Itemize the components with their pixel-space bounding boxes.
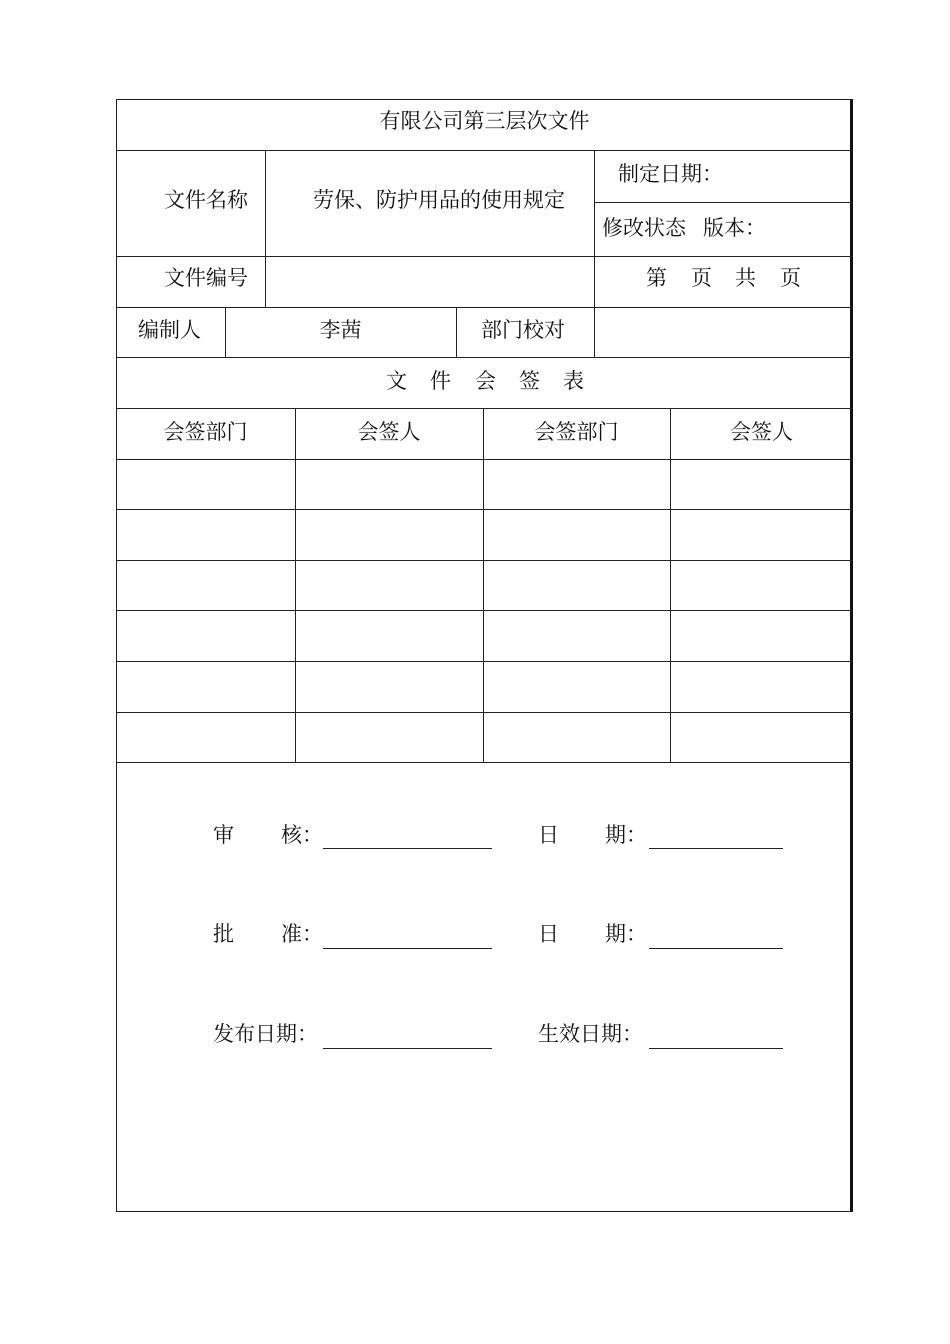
approve-label-a: 批	[213, 922, 234, 946]
row-divider-author	[116, 357, 853, 358]
approve-date-label-b: 期：	[605, 922, 647, 946]
version-label: 版本：	[703, 216, 766, 240]
file-name-label: 文件名称	[164, 188, 248, 212]
row-divider-signtitle	[116, 408, 853, 409]
page-gong: 共	[735, 266, 756, 290]
page-di: 第	[646, 266, 667, 290]
review-label-b: 核：	[281, 823, 323, 847]
column-header-signer-1: 会签人	[357, 420, 421, 444]
row-divider-fileno	[116, 307, 853, 308]
file-no-label: 文件编号	[164, 266, 248, 290]
dept-check-label: 部门校对	[481, 318, 565, 342]
col-divider-sign-3	[670, 408, 671, 762]
row-divider-3	[116, 610, 853, 611]
issue-date-line	[323, 1048, 492, 1049]
row-divider-5	[116, 712, 853, 713]
issue-date-label: 发布日期：	[213, 1022, 318, 1046]
col-divider-deptcheck	[456, 307, 457, 357]
col-divider-date	[594, 150, 595, 357]
page-ye-2: 页	[780, 266, 801, 290]
review-date-label-b: 期：	[605, 823, 647, 847]
author-value: 李茜	[319, 318, 362, 342]
effective-date-label: 生效日期：	[538, 1022, 643, 1046]
file-name-value: 劳保、防护用品的使用规定	[313, 188, 565, 212]
sign-table-title-3: 会	[475, 369, 496, 393]
sign-table-title-2: 件	[430, 369, 451, 393]
row-divider-filename	[116, 256, 853, 257]
approve-date-label-a: 日	[538, 922, 559, 946]
column-header-dept-1: 会签部门	[163, 420, 248, 444]
review-label-a: 审	[213, 823, 234, 847]
document-title: 有限公司第三层次文件	[379, 109, 590, 133]
sign-table-title-1: 文	[386, 369, 407, 393]
revision-label: 修改状态	[602, 216, 686, 240]
row-divider-colheader	[116, 459, 853, 460]
row-divider-6	[116, 762, 853, 763]
row-divider-4	[116, 661, 853, 662]
review-date-label-a: 日	[538, 823, 559, 847]
row-divider-2	[116, 560, 853, 561]
col-divider-sign-1	[295, 408, 296, 762]
review-signature-line	[323, 848, 492, 849]
col-divider-filename	[265, 150, 266, 307]
row-divider-date	[594, 202, 853, 203]
column-header-dept-2: 会签部门	[534, 420, 619, 444]
approve-date-line	[649, 948, 783, 949]
review-date-line	[649, 848, 783, 849]
col-divider-sign-2	[483, 408, 484, 762]
effective-date-line	[649, 1048, 783, 1049]
date-label: 制定日期：	[618, 162, 723, 186]
approve-label-b: 准：	[281, 922, 323, 946]
author-label: 编制人	[138, 318, 201, 342]
page-ye-1: 页	[691, 266, 712, 290]
approve-signature-line	[323, 948, 492, 949]
row-divider-title	[116, 150, 853, 151]
sign-table-title-5: 表	[563, 369, 584, 393]
column-header-signer-2: 会签人	[730, 420, 793, 444]
row-divider-1	[116, 509, 853, 510]
sign-table-title-4: 签	[519, 369, 540, 393]
